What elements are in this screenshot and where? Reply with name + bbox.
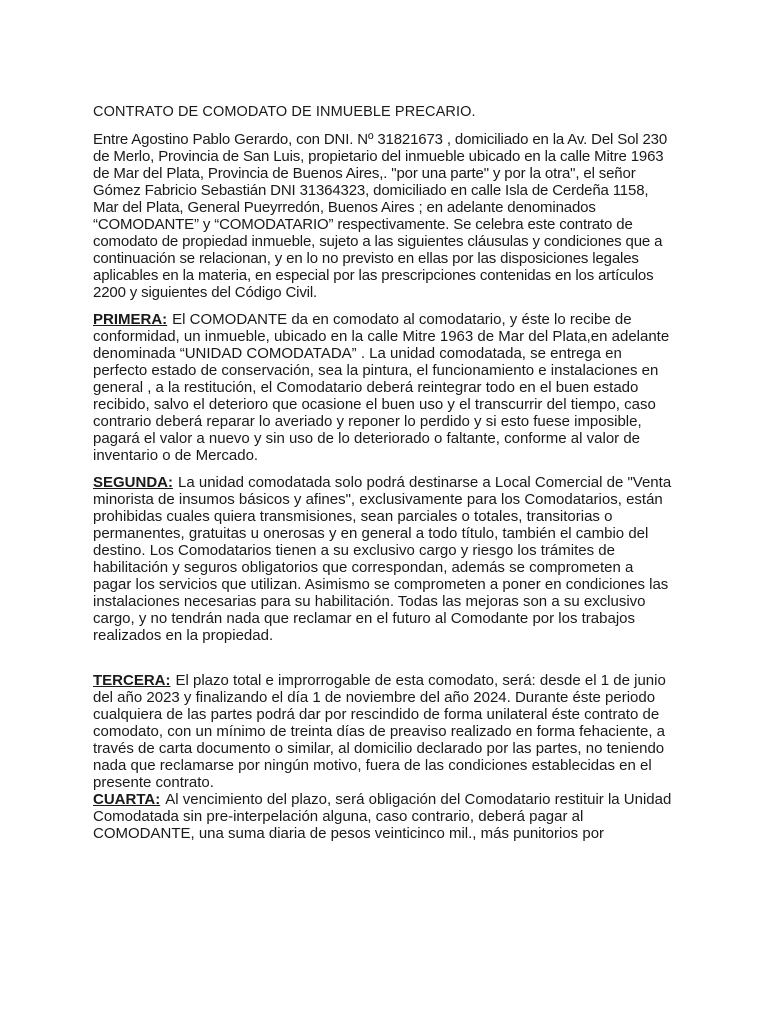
clause-segunda xyxy=(93,474,673,644)
clause-primera xyxy=(93,311,673,464)
document-body xyxy=(93,104,673,852)
clause-text: La unidad comodatada solo podrá destinarse a Local Comercial de "Venta minorista de insumos básicos y afines", exclusivamente para los Comodatarios, están prohibidas cuales quiera transmisiones, sean parciales o totales, transitorias o permanentes, gratuitas u onerosas y en general a todo título, también el cambio del destino. Los Comodatarios tienen a su exclusivo cargo y riesgo los trámites de habilitación y seguros obligatorios que correspondan, además se comprometen a pagar los servicios que utilizan. Asimismo se comprometen a poner en condiciones las instalaciones necesarias para su habilitación. Todas las mejoras son a su exclusivo cargo, y no tendrán nada que reclamar en el futuro al Comodante por los trabajos realizados en la propiedad. xyxy=(93,474,672,644)
clause-heading: CUARTA: xyxy=(93,791,161,808)
clause-heading: PRIMERA: xyxy=(93,311,168,328)
clause-text: Al vencimiento del plazo, será obligación del Comodatario restituir la Unidad Comodatada sin pre-interpelación alguna, caso contrario, deberá pagar al COMODANTE, una suma diaria de pesos veinticinco mil., más punitorios por xyxy=(93,791,672,842)
clause-text: El plazo total e improrrogable de esta comodato, será: desde el 1 de junio del año 2023 y finalizando el día 1 de noviembre del año 2024. Durante éste periodo cualquiera de las partes podrá dar por rescindido de forma unilateral éste contrato de comodato, con un mínimo de treinta días de preaviso realizado en forma fehaciente, a través de carta documento o similar, al domicilio declarado por las partes, no teniendo nada que reclamarse por ningún motivo, fuera de las condiciones establecidas en el presente contrato. xyxy=(93,672,666,791)
clause-tercera xyxy=(93,672,673,791)
clause-cuarta xyxy=(93,791,673,842)
clause-heading: SEGUNDA: xyxy=(93,474,174,491)
clause-heading: TERCERA: xyxy=(93,672,171,689)
clause-text: El COMODANTE da en comodato al comodatario, y éste lo recibe de conformidad, un inmueble, ubicado en la calle Mitre 1963 de Mar del Plata,en adelante denominada “UNIDAD COMODATADA” . La unidad comodatada, se entrega en perfecto estado de conservación, sea la pintura, el funcionamiento e instalaciones en general , a la restitución, el Comodatario deberá reintegrar todo en el buen estado recibido, salvo el deterioro que ocasione el buen uso y el transcurrir del tiempo, caso contrario deberá reparar lo averiado y reponer lo perdido y si esto fuese imposible, pagará el valor a nuevo y sin uso de lo deteriorado o faltante, conforme al valor de inventario o de Mercado. xyxy=(93,311,670,464)
document-title: CONTRATO DE COMODATO DE INMUEBLE PRECARIO. xyxy=(93,104,476,120)
intro-paragraph: Entre Agostino Pablo Gerardo, con DNI. Nº 31821673 , domiciliado en la Av. Del Sol 230 de Merlo, Provincia de San Luis, propietario del inmueble ubicado en la calle Mitre 1963 de Mar del Plata, Provincia de Buenos Aires,. "por una parte" y por la otra", el señor Gómez Fabricio Sebastián DNI 31364323, domiciliado en calle Isla de Cerdeña 1158, Mar del Plata, General Pueyrredón, Buenos Aires ; en adelante denominados “COMODANTE” y “COMODATARIO” respectivamente. Se celebra este contrato de comodato de propiedad inmueble, sujeto a las siguientes cláusulas y condiciones que a continuación se relacionan, y en lo no previsto en ellas por las disposiciones legales aplicables en la materia, en especial por las prescripciones contenidas en los artículos 2200 y siguientes del Código Civil. xyxy=(93,131,668,301)
blank-line xyxy=(93,654,673,672)
